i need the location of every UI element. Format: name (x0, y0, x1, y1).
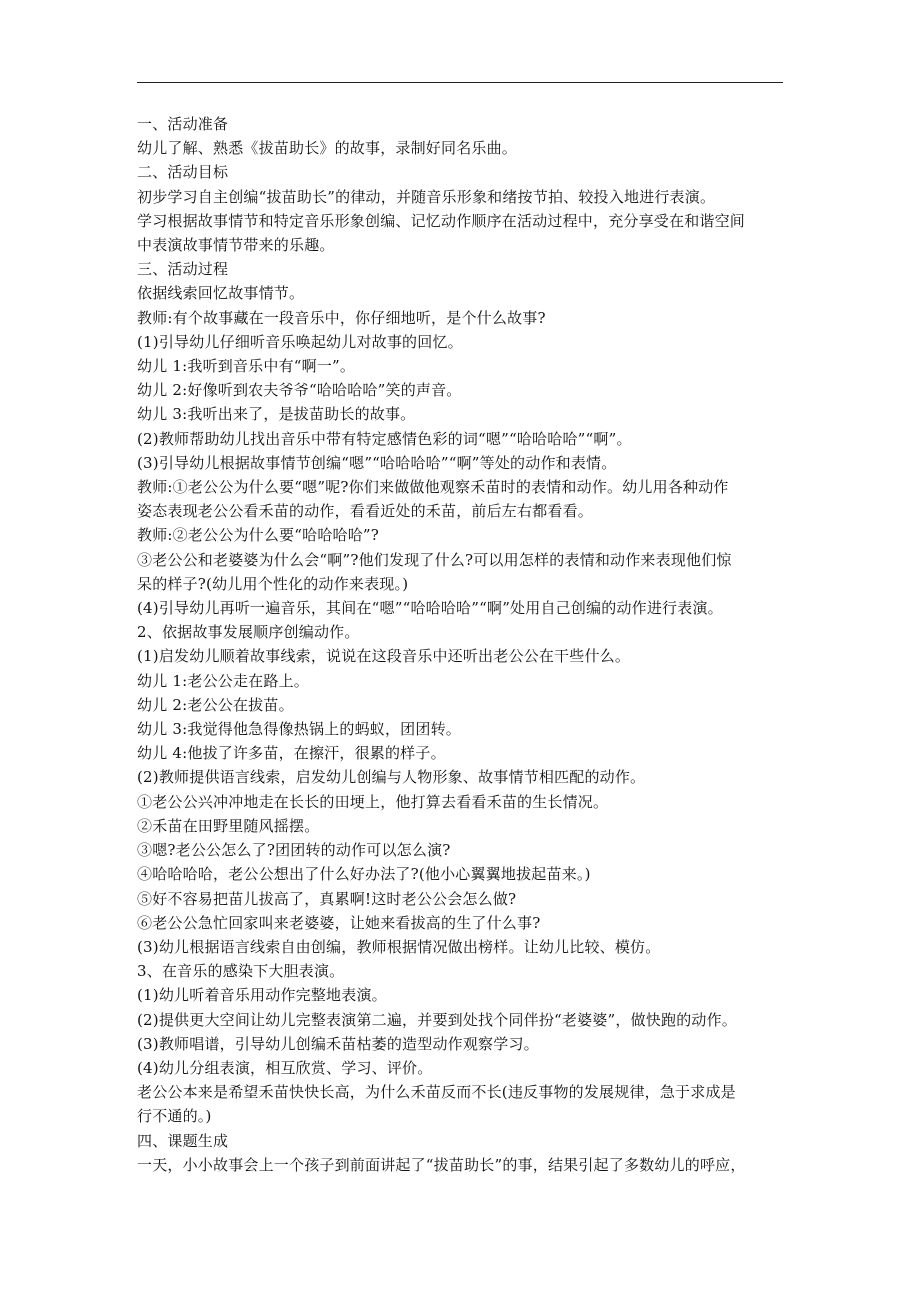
text-line: 一天，小小故事会上一个孩子到前面讲起了“拔苗助长”的事，结果引起了多数幼儿的呼应， (137, 1155, 746, 1174)
text-line: 幼儿 1:老公公走在路上。 (137, 671, 309, 690)
text-line: 幼儿 2:好像听到农夫爷爷“哈哈哈哈”笑的声音。 (137, 381, 462, 400)
text-line: ③嗯?老公公怎么了?团团转的动作可以怎么演? (137, 841, 451, 860)
text-line: 老公公本来是希望禾苗快快长高，为什么禾苗反而不长(违反事物的发展规律，急于求成是 (137, 1083, 736, 1102)
text-line: ④哈哈哈哈，老公公想出了什么好办法了?(他小心翼翼地拔起苗来。) (137, 865, 591, 884)
text-line: (4)幼儿分组表演，相互欣赏、学习、评价。 (137, 1058, 433, 1077)
text-line: 学习根据故事情节和特定音乐形象创编、记忆动作顺序在活动过程中，充分享受在和谐空间 (137, 211, 746, 230)
text-line: (3)教师唱谱，引导幼儿创编禾苗枯萎的造型动作观察学习。 (137, 1034, 539, 1053)
text-line: 幼儿 3:我觉得他急得像热锅上的蚂蚁，团团转。 (137, 720, 461, 739)
text-line: 幼儿 2:老公公在拔苗。 (137, 695, 294, 714)
text-line: 幼儿了解、熟悉《拔苗助长》的故事，录制好同名乐曲。 (137, 139, 518, 158)
text-line: 呆的样子?(幼儿用个性化的动作来表现。) (137, 574, 409, 593)
text-line: ⑤好不容易把苗儿拔高了，真累啊!这时老公公会怎么做? (137, 889, 517, 908)
text-line: (3)引导幼儿根据故事情节创编“嗯”“哈哈哈哈”“啊”等处的动作和表情。 (137, 453, 617, 472)
text-line: (1)幼儿听着音乐用动作完整地表演。 (137, 986, 387, 1005)
text-line: 三、活动过程 (137, 260, 229, 279)
document-body (137, 112, 787, 1177)
text-line: 教师:有个故事藏在一段音乐中，你仔细地听，是个什么故事? (137, 308, 546, 327)
text-line: (2)提供更大空间让幼儿完整表演第二遍，并要到处找个同伴扮“老婆婆”，做快跑的动作。 (137, 1010, 737, 1029)
header-rule (137, 82, 783, 83)
text-line: 2、依据故事发展顺序创编动作。 (137, 623, 360, 642)
text-line: (1)引导幼儿仔细听音乐唤起幼儿对故事的回忆。 (137, 332, 463, 351)
text-line: (3)幼儿根据语言线索自由创编，教师根据情况做出榜样。让幼儿比较、模仿。 (137, 937, 661, 956)
text-line: 行不通的。) (137, 1107, 212, 1126)
text-line: 一、活动准备 (137, 115, 229, 133)
text-line: (1)启发幼儿顺着故事线索，说说在这段音乐中还听出老公公在干些什么。 (137, 647, 631, 666)
text-line: 教师:②老公公为什么要“哈哈哈哈”? (137, 526, 380, 545)
text-line: 姿态表现老公公看禾苗的动作，看看近处的禾苗，前后左右都看看。 (137, 502, 594, 521)
text-line: 幼儿 4:他拔了许多苗，在擦汗，很累的样子。 (137, 744, 446, 763)
text-line: 二、活动目标 (137, 163, 229, 182)
text-line: (2)教师提供语言线索，启发幼儿创编与人物形象、故事情节相匹配的动作。 (137, 768, 646, 787)
text-line: ①老公公兴冲冲地走在长长的田埂上，他打算去看看禾苗的生长情况。 (137, 792, 609, 811)
text-line: 四、课题生成 (137, 1131, 229, 1150)
text-line: ⑥老公公急忙回家叫来老婆婆，让她来看拔高的生了什么事? (137, 913, 541, 932)
text-line: (2)教师帮助幼儿找出音乐中带有特定感情色彩的词“嗯”“哈哈哈哈”“啊”。 (137, 429, 632, 448)
text-line: 教师:①老公公为什么要“嗯”呢?你们来做做他观察禾苗时的表情和动作。幼儿用各种动作 (137, 478, 729, 497)
text-line: 中表演故事情节带来的乐趣。 (137, 236, 335, 255)
text-line: 幼儿 1:我听到音乐中有“啊一”。 (137, 357, 356, 376)
text-line: 幼儿 3:我听出来了，是拔苗助长的故事。 (137, 405, 416, 424)
text-line: 依据线索回忆故事情节。 (137, 284, 305, 303)
text-line: ②禾苗在田野里随风摇摆。 (137, 816, 320, 835)
text-line: 初步学习自主创编“拔苗助长”的律动，并随音乐形象和绪按节拍、较投入地进行表演。 (137, 187, 716, 206)
text-line: (4)引导幼儿再听一遍音乐，其间在“嗯”“哈哈哈哈”“啊”处用自己创编的动作进行表演。 (137, 599, 723, 618)
text-line: ③老公公和老婆婆为什么会“啊”?他们发现了什么?可以用怎样的表情和动作来表现他们惊 (137, 550, 732, 569)
text-line: 3、在音乐的感染下大胆表演。 (137, 962, 345, 981)
